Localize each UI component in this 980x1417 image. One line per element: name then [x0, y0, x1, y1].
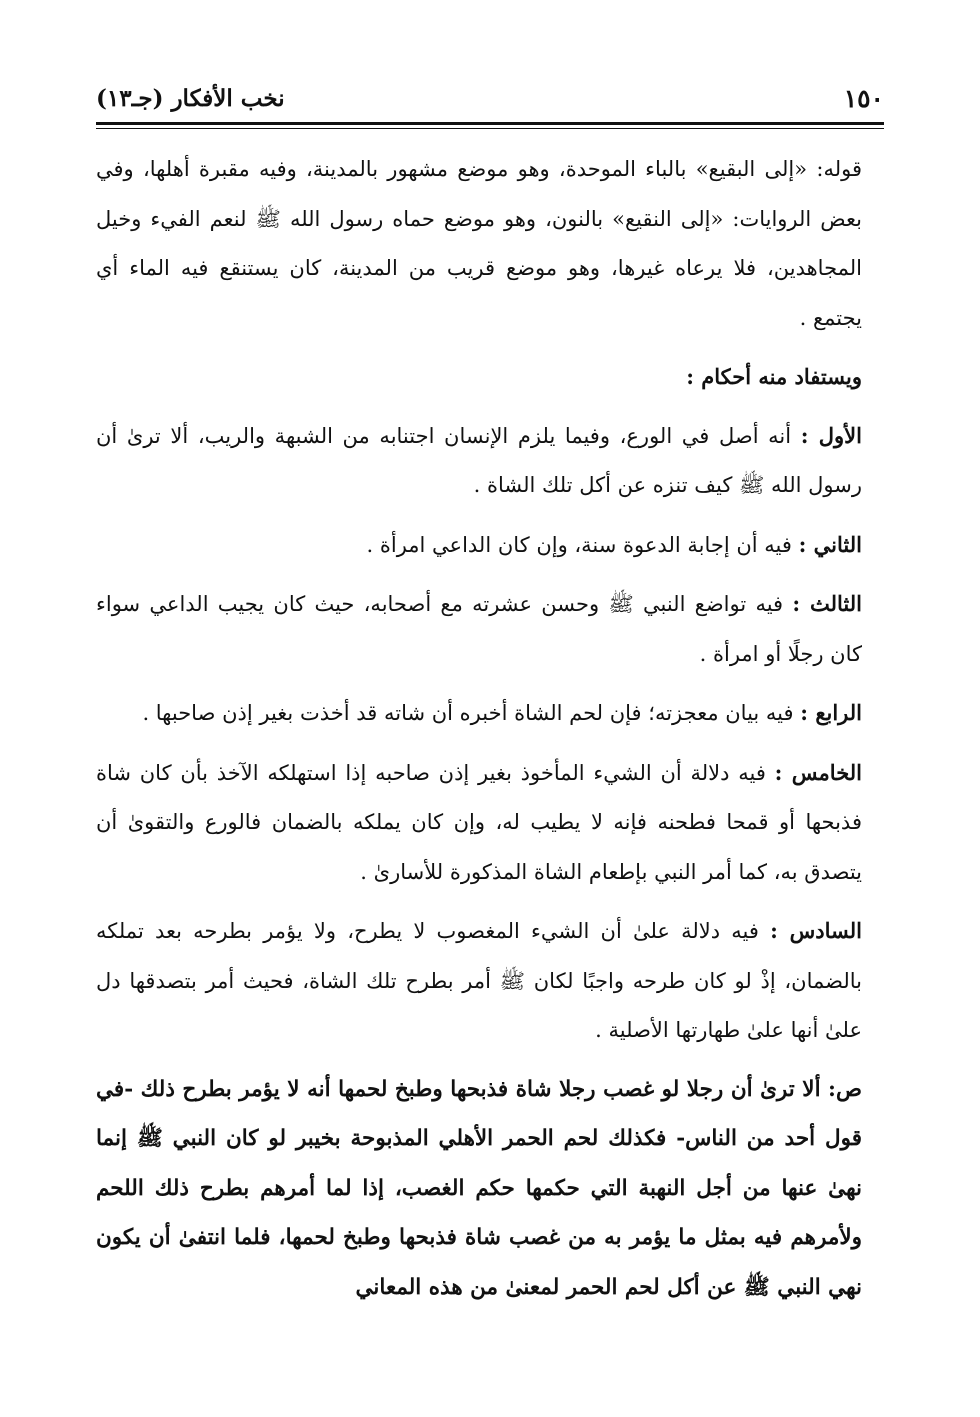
ruling-lead: الأول :: [800, 422, 862, 448]
page-number: ١٥٠: [843, 83, 884, 113]
commentary-paragraph: [96, 145, 862, 343]
ruling-lead: الثاني :: [798, 531, 862, 557]
ruling-text: فيه بيان معجزته؛ فإن لحم الشاة أخبره أن شاته قد أخذت بغير إذن صاحبها .: [142, 701, 794, 725]
ruling-paragraph-1: [96, 411, 862, 511]
header-rule-thick: [96, 122, 884, 125]
ruling-paragraph-6: [96, 906, 862, 1056]
header-rule-thin: [96, 128, 884, 129]
ruling-text: فيه تواضع النبي ﷺ وحسن عشرته مع أصحابه، حيث كان يجيب الداعي سواء كان رجلًا أو امرأة .: [96, 592, 862, 666]
main-text-paragraph: ص: ألا ترىٰ أن رجلا لو غصب رجلا شاة فذبحها وطبخ لحمها أنه لا يؤمر بطرح ذلك -في قول أحد من الناس- فكذلك لحم الحمر الأهلي المذبوحة بخيبر لو كان النبي ﷺ إنما نهىٰ عنها من أجل النهبة التي حكمها حكم الغصب، إذا لما أمرهم بطرح ذلك اللحم ولأمرهم فيه بمثل ما يؤمر به من غصب شاة فذبحها وطبخ لحمها، فلما انتفىٰ أن يكون نهي النبي ﷺ عن أكل لحم الحمر لمعنىٰ من هذه المعاني: [96, 1076, 862, 1300]
page-body: [96, 145, 862, 1312]
ruling-text: فيه دلالة أن الشيء المأخوذ بغير إذن صاحبه إذا استهلكه الآخذ بأن كان شاة فذبحها أو قمحا فطحنه فإنه لا يطيب له، وإن كان يملكه بالضمان فالورع والتقوىٰ أن يتصدق به، كما أمر النبي بإطعام الشاة المذكورة للأسارىٰ .: [96, 760, 862, 884]
ruling-paragraph-4: [96, 688, 862, 739]
ruling-text: فيه أن إجابة الدعوة سنة، وإن كان الداعي امرأة .: [366, 532, 792, 557]
page-header: [96, 78, 884, 118]
ruling-paragraph-3: [96, 579, 862, 679]
ruling-lead: الثالث :: [792, 591, 862, 616]
ruling-text: فيه دلالة علىٰ أن الشيء المغصوب لا يطرح، ولا يؤمر بطرحه بعد تملكه بالضمان، إذْ لو كان طرحه واجبًا لكان ﷺ أمر بطرح تلك الشاة، فحيث أمر بتصدقها دل علىٰ أنها علىٰ طهارتها الأصلية .: [96, 919, 862, 1042]
section-heading: ويستفاد منه أحكام :: [686, 364, 862, 389]
commentary-text: قوله: «إلى البقيع» بالباء الموحدة، وهو موضع مشهور بالمدينة، وفيه مقبرة أهلها، وفي بعض الروايات: «إلى النقيع» بالنون، وهو موضع حماه رسول الله ﷺ لنعم الفيء وخيل المجاهدين، فلا يرعاه غيرها، وهو موضع قريب من المدينة، كان يستنقع فيه الماء أي يجتمع .: [96, 157, 862, 330]
ruling-text: أنه أصل في الورع، وفيما يلزم الإنسان اجتنابه من الشبهة والريب، ألا ترىٰ أن رسول الله ﷺ كيف تنزه عن أكل تلك الشاة .: [96, 423, 862, 497]
ruling-lead: السادس :: [770, 918, 862, 943]
ruling-paragraph-5: [96, 748, 862, 898]
book-title: نخب الأفكار (جـ١٣): [96, 84, 285, 112]
ruling-lead: الرابع :: [800, 700, 862, 725]
ruling-lead: الخامس :: [774, 759, 862, 785]
ruling-paragraph-2: [96, 520, 862, 571]
